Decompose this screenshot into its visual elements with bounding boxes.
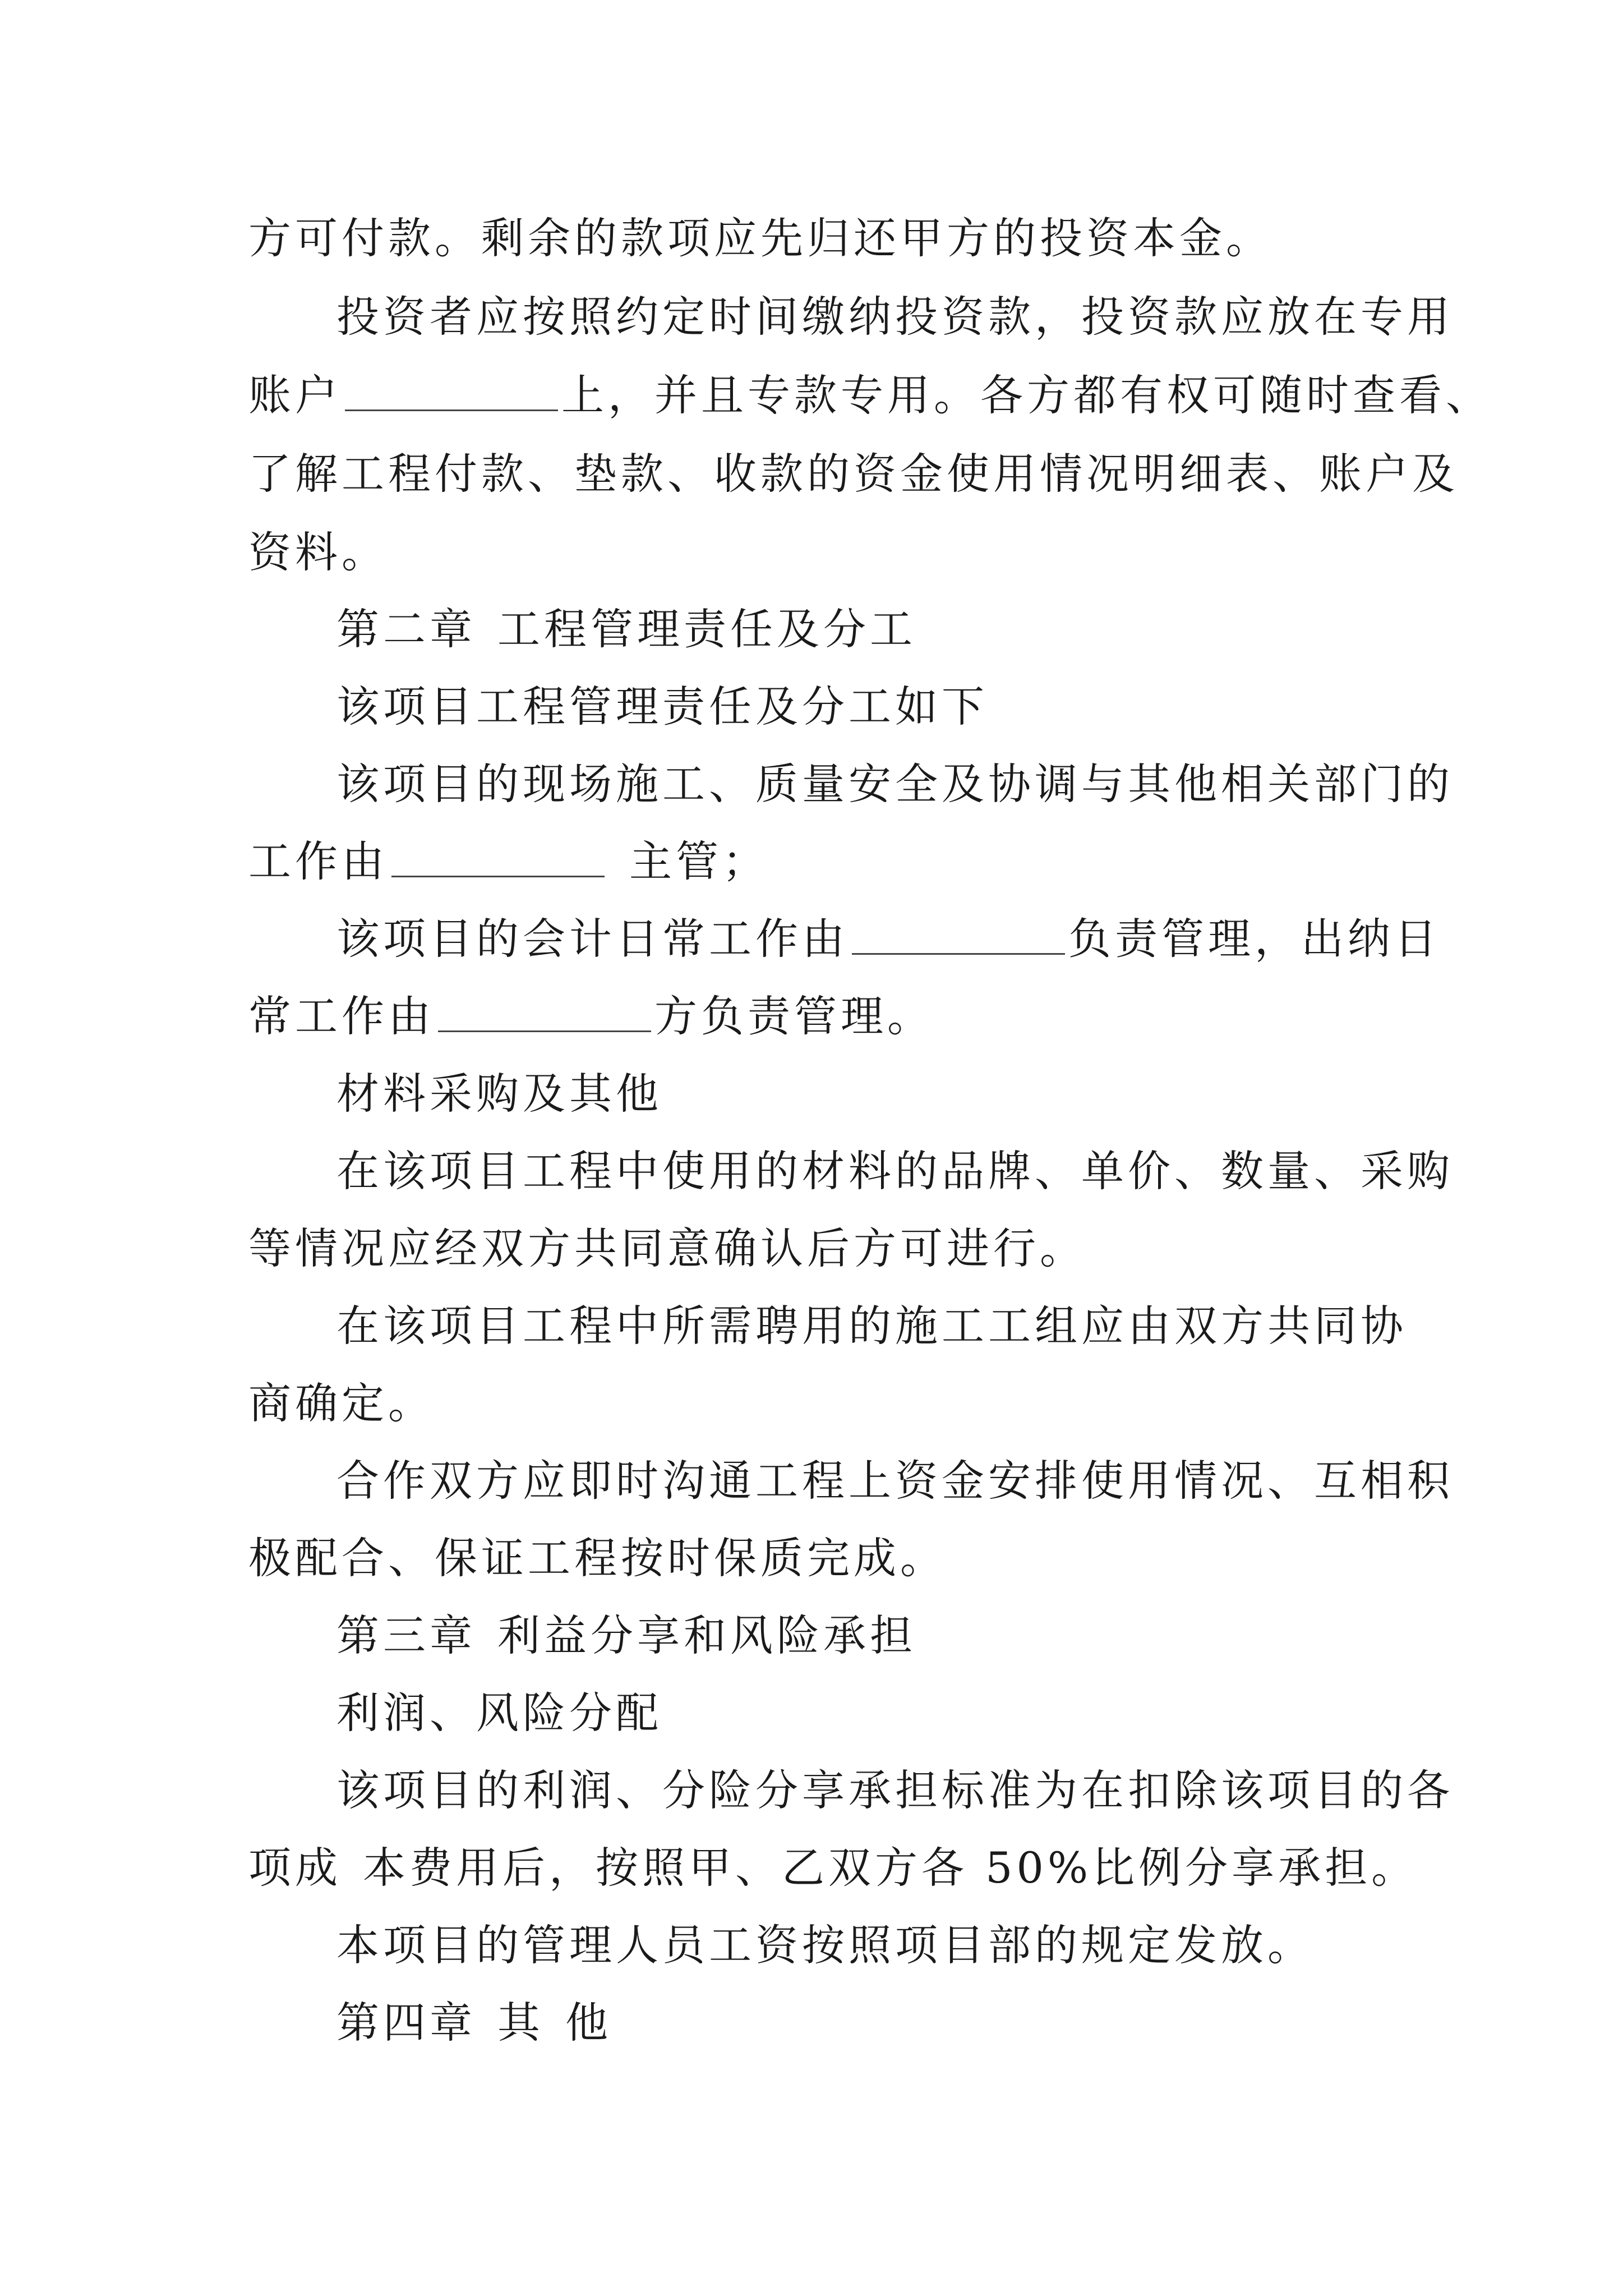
paragraph-line: 商确定。: [248, 1378, 435, 1428]
paragraph-line: 合作双方应即时沟通工程上资金安排使用情况、互相积: [336, 1456, 1454, 1506]
chapter-heading: 第四章 其 他: [336, 1998, 612, 2047]
fill-in-blank: [438, 995, 651, 1032]
paragraph-line: 该项目工程管理责任及分工如下: [336, 682, 988, 731]
paragraph-line: 该项目的利润、分险分享承担标准为在扣除该项目的各: [336, 1765, 1454, 1815]
fill-in-blank: [852, 917, 1065, 955]
paragraph-line: 工作由 主管；: [248, 836, 769, 886]
section-heading: 利润、风险分配: [336, 1688, 662, 1738]
paragraph-line: 账户 上，并且专款专用。各方都有权可随时查看、: [248, 370, 1492, 420]
paragraph-line: 在该项目工程中使用的材料的品牌、单价、数量、采购: [336, 1146, 1454, 1196]
paragraph-line: 本项目的管理人员工资按照项目部的规定发放。: [336, 1920, 1314, 1970]
paragraph-line: 该项目的现场施工、质量安全及协调与其他相关部门的: [336, 759, 1454, 809]
paragraph-line: 极配合、保证工程按时保质完成。: [248, 1533, 947, 1583]
fill-in-blank: [391, 840, 605, 877]
paragraph-line: 方可付款。剩余的款项应先归还甲方的投资本金。: [248, 213, 1272, 263]
paragraph-line: 等情况应经双方共同意确认后方可进行。: [248, 1223, 1086, 1273]
paragraph-line: 资料。: [248, 527, 388, 577]
paragraph-line: 投资者应按照约定时间缴纳投资款，投资款应放在专用: [336, 292, 1454, 342]
paragraph-line: 了解工程付款、垫款、收款的资金使用情况明细表、账户及: [248, 449, 1459, 499]
section-heading: 材料采购及其他: [336, 1069, 662, 1119]
fill-in-blank: [345, 374, 558, 411]
chapter-heading: 第三章 利益分享和风险承担: [336, 1611, 916, 1660]
paragraph-line: 项成 本费用后，按照甲、乙双方各 50%比例分享承担。: [248, 1843, 1418, 1893]
paragraph-line: 在该项目工程中所需聘用的施工工组应由双方共同协: [336, 1301, 1407, 1351]
paragraph-line: 常工作由 方负责管理。: [248, 991, 934, 1041]
paragraph-line: 该项目的会计日常工作由 负责管理，出纳日: [336, 914, 1441, 964]
chapter-heading: 第二章 工程管理责任及分工: [336, 604, 916, 654]
